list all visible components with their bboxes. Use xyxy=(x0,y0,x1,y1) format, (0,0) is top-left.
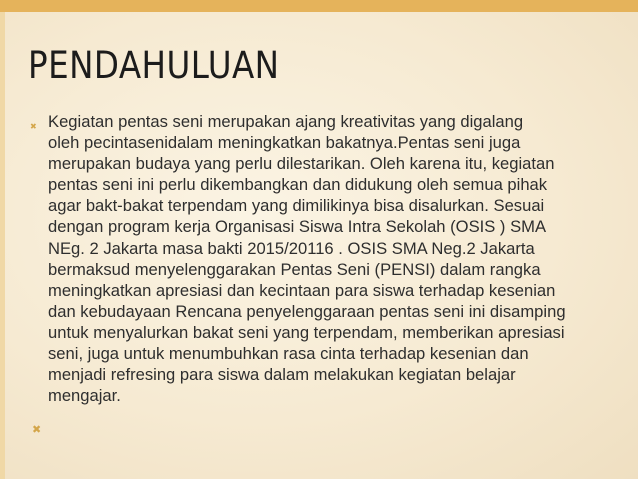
left-edge-shade xyxy=(0,12,5,479)
paragraph-text: Kegiatan pentas seni merupakan ajang kreativitas yang digalang oleh pecintasenidalam meningkatkan bakatnya.Pentas seni juga merupakan budaya yang perlu dilestarikan. Oleh karena itu, kegiatan pentas seni ini perlu dikembangkan dan didukung oleh semua pihak agar bakt-bakat terpendam yang dimilikinya bisa disalurkan. Sesuai dengan program kerja Organisasi Siswa Intra Sekolah (OSIS ) SMA NEg. 2 Jakarta masa bakti 2015/20116 . OSIS SMA Neg.2 Jakarta bermaksud menyelenggarakan Pentas Seni (PENSI) dalam rangka meningkatkan apresiasi dan kecintaan para siswa terhadap kesenian dan kebudayaan Rencana penyelenggaraan pentas seni ini disamping untuk menyalurkan bakat seni yang terpendam, memberikan apresiasi seni, juga untuk menumbuhkan rasa cinta terhadap kesenian dan menjadi refresing para siswa dalam melakukan kegiatan belajar mengajar. xyxy=(48,112,566,406)
top-accent-bar xyxy=(0,0,638,12)
x-bullet-icon: ✖ xyxy=(30,122,37,131)
slide-title: PENDAHULUAN xyxy=(28,44,280,87)
x-bullet-icon: ✖ xyxy=(32,424,42,436)
